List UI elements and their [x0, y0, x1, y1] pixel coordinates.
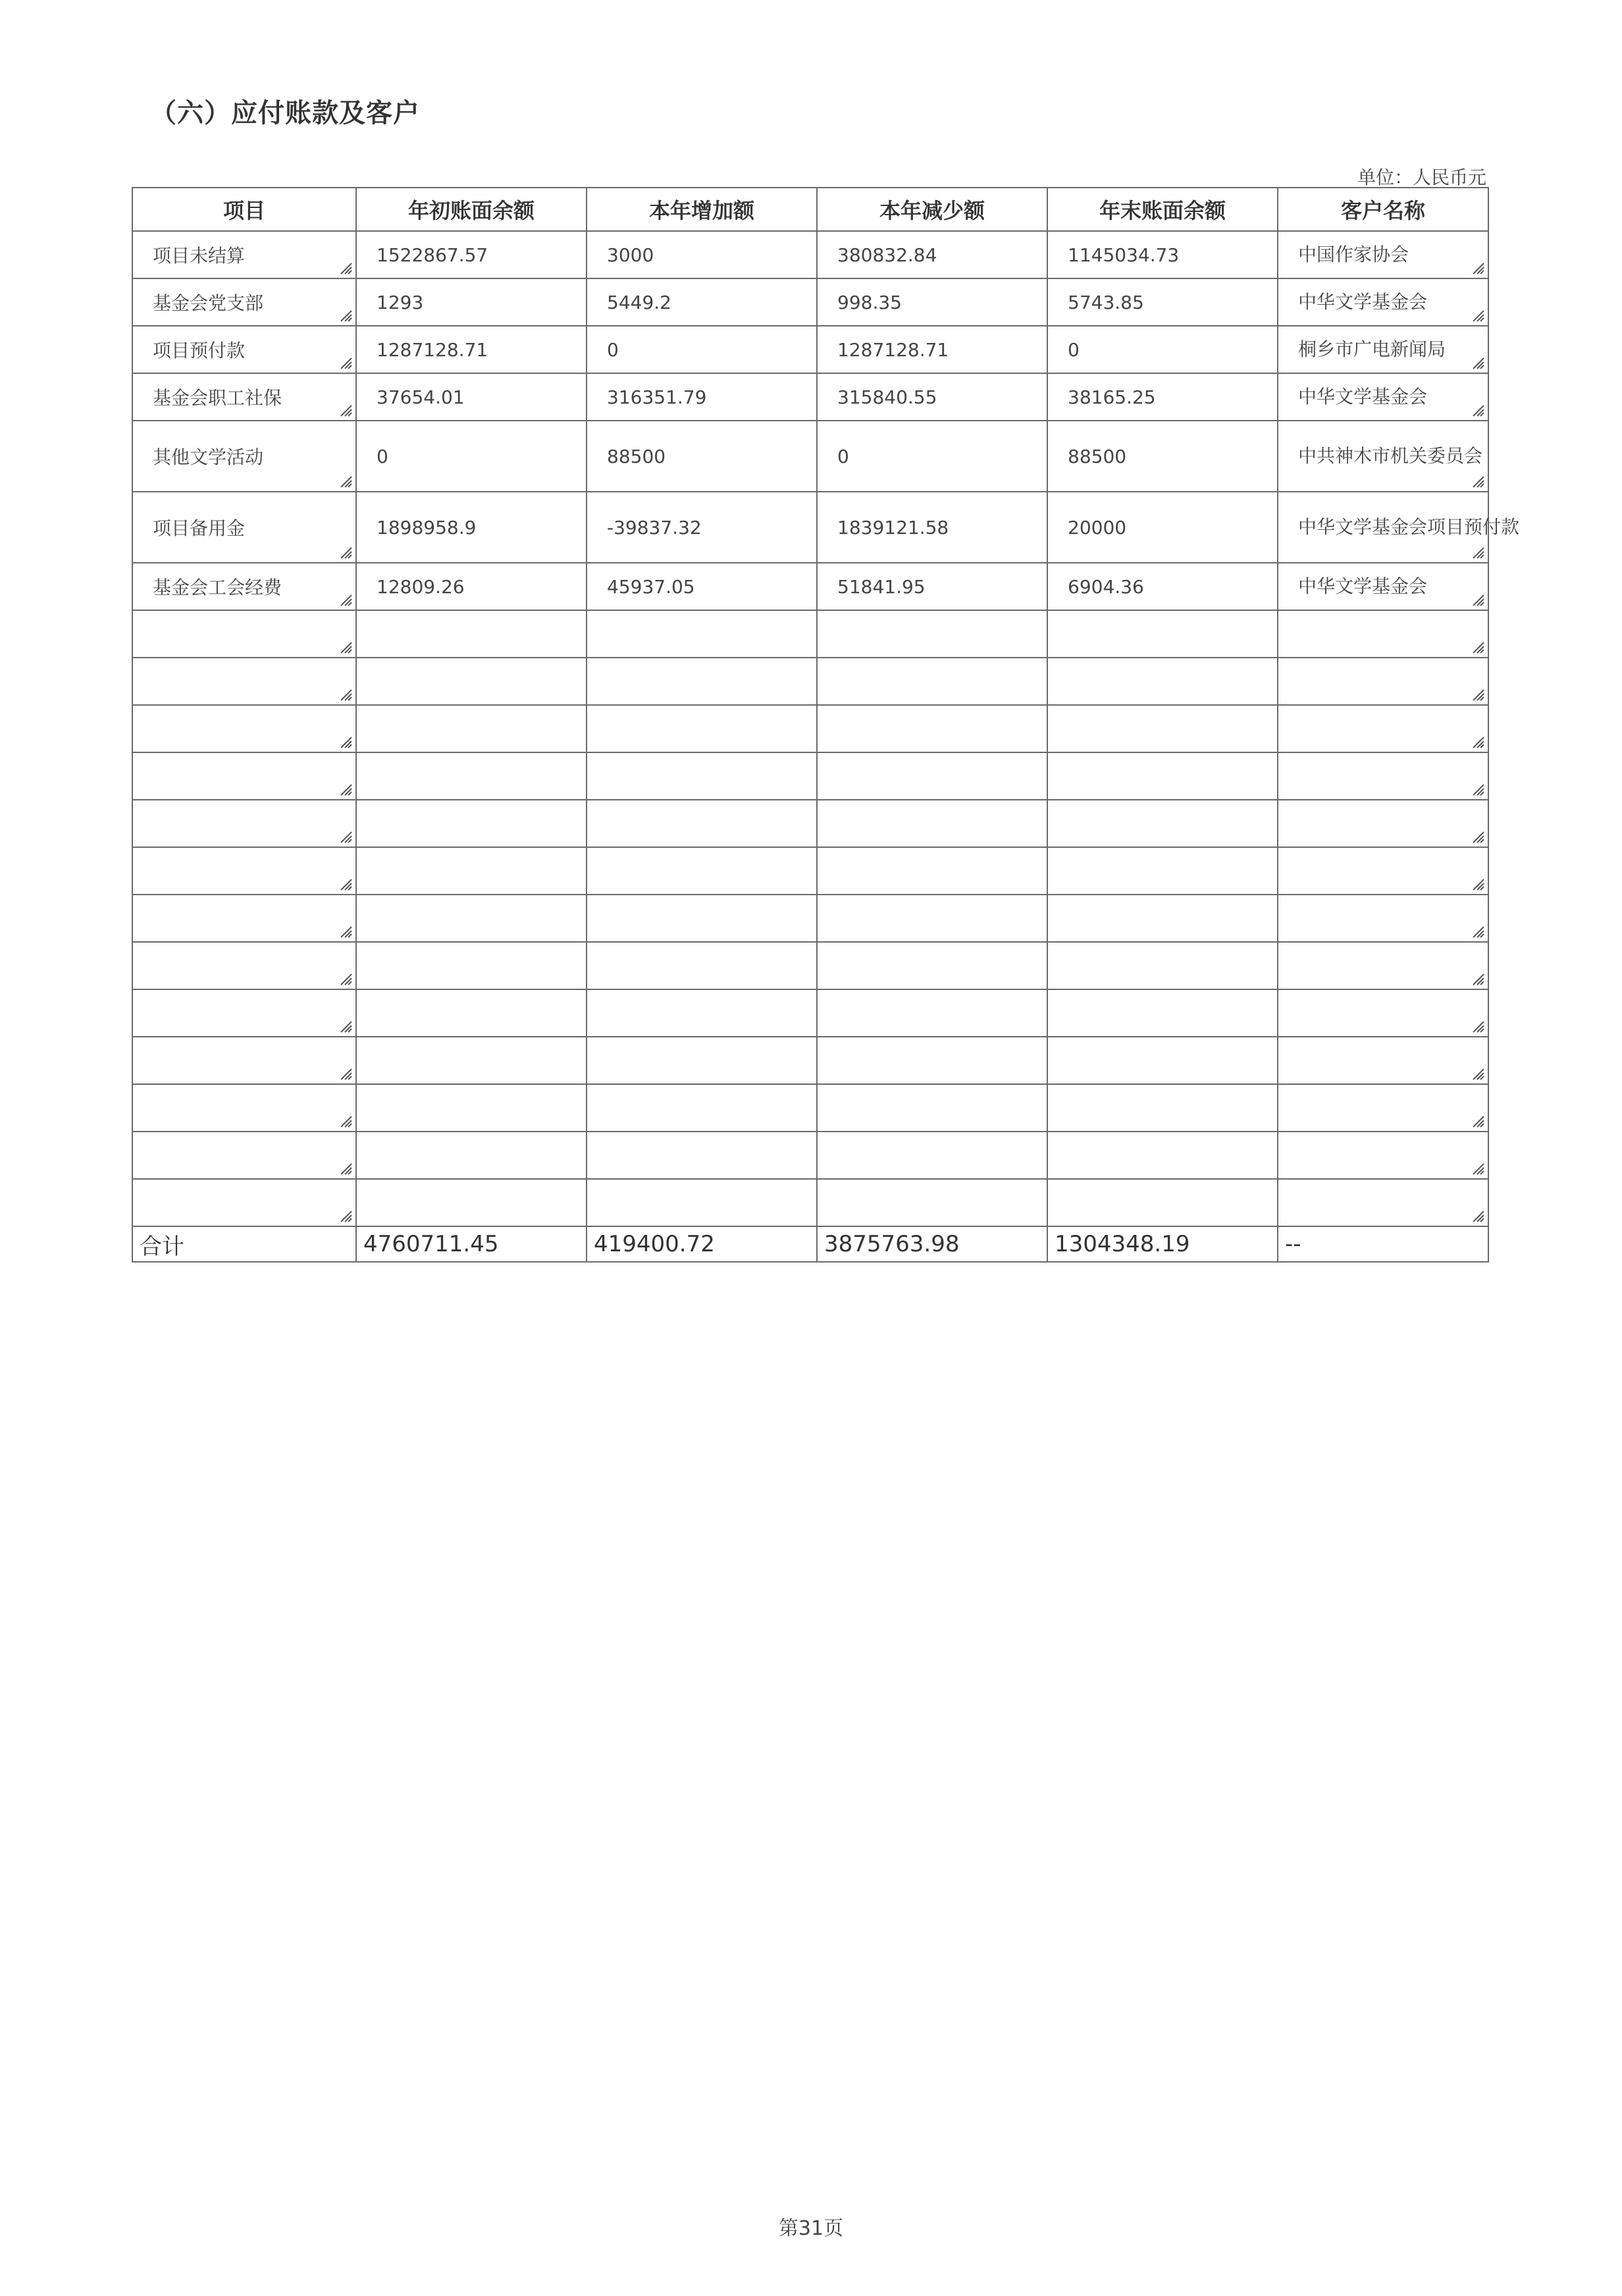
table-row — [132, 563, 1488, 610]
empty-cell-closing-balance — [1047, 658, 1278, 705]
resize-handle-icon[interactable] — [1471, 403, 1485, 417]
resize-handle-icon[interactable] — [1471, 474, 1485, 488]
resize-handle-icon[interactable] — [338, 1066, 353, 1081]
decrease-text: 1287128.71 — [837, 338, 949, 361]
empty-cell-increase — [587, 752, 817, 800]
empty-cell-decrease — [817, 1037, 1047, 1084]
empty-cell-item-name[interactable] — [132, 705, 356, 752]
resize-handle-icon[interactable] — [1471, 877, 1485, 891]
empty-cell-decrease — [817, 1084, 1047, 1132]
total-row — [132, 1226, 1488, 1262]
cell-opening-balance — [356, 278, 587, 326]
closing-balance-text: 20000 — [1068, 516, 1127, 538]
closing-balance-text: 6904.36 — [1068, 575, 1144, 598]
resize-handle-icon[interactable] — [338, 782, 353, 796]
accounts-payable-table — [132, 187, 1520, 1263]
empty-cell-decrease — [817, 1179, 1047, 1226]
resize-handle-icon[interactable] — [1471, 735, 1485, 749]
closing-balance-text: 1145034.73 — [1068, 244, 1180, 266]
resize-handle-icon[interactable] — [1471, 972, 1485, 986]
increase-text: 45937.05 — [607, 575, 695, 598]
increase-text: 88500 — [607, 445, 666, 467]
empty-cell-decrease — [817, 610, 1047, 658]
empty-cell-opening-balance — [356, 1132, 587, 1179]
empty-cell-closing-balance — [1047, 800, 1278, 847]
item-name-text: 项目预付款 — [153, 340, 246, 361]
cell-closing-balance — [1047, 563, 1278, 610]
cell-increase — [587, 278, 817, 326]
resize-handle-icon[interactable] — [338, 877, 353, 891]
empty-cell-closing-balance — [1047, 847, 1278, 895]
cell-closing-balance — [1047, 231, 1278, 278]
cell-increase — [587, 231, 817, 278]
resize-handle-icon[interactable] — [1471, 640, 1485, 654]
increase-text: 0 — [607, 338, 619, 361]
cell-opening-balance — [356, 421, 587, 492]
empty-cell-item-name[interactable] — [132, 1084, 356, 1132]
empty-cell-opening-balance — [356, 1037, 587, 1084]
opening-balance-text: 1522867.57 — [377, 244, 488, 266]
cell-item-name — [132, 421, 356, 492]
empty-cell-item-name[interactable] — [132, 847, 356, 895]
item-name-text: 基金会党支部 — [153, 292, 264, 314]
resize-handle-icon[interactable] — [338, 829, 353, 844]
cell-decrease — [817, 563, 1047, 610]
decrease-text: 998.35 — [837, 291, 902, 313]
empty-cell-opening-balance — [356, 658, 587, 705]
customer-name-text: 中共神木市机关委员会 — [1298, 445, 1483, 467]
cell-opening-balance — [356, 373, 587, 421]
resize-handle-icon[interactable] — [338, 924, 353, 939]
cell-closing-balance — [1047, 326, 1278, 373]
resize-handle-icon[interactable] — [338, 972, 353, 986]
empty-cell-customer-name[interactable] — [1278, 658, 1488, 705]
empty-cell-closing-balance — [1047, 705, 1278, 752]
empty-cell-closing-balance — [1047, 989, 1278, 1037]
resize-handle-icon[interactable] — [1471, 1066, 1485, 1081]
empty-cell-opening-balance — [356, 847, 587, 895]
closing-balance-text: 5743.85 — [1068, 291, 1144, 313]
empty-table-row — [132, 658, 1488, 705]
empty-table-row — [132, 705, 1488, 752]
resize-handle-icon[interactable] — [1471, 355, 1485, 370]
total-label: 合计 — [132, 1226, 356, 1262]
header-closing-balance: 年末账面余额 — [1047, 188, 1278, 231]
empty-cell-decrease — [817, 942, 1047, 989]
resize-handle-icon[interactable] — [338, 1114, 353, 1128]
table-row — [132, 492, 1488, 563]
empty-cell-opening-balance — [356, 610, 587, 658]
empty-cell-closing-balance — [1047, 895, 1278, 942]
table-row — [132, 421, 1488, 492]
resize-handle-icon[interactable] — [1471, 1161, 1485, 1176]
empty-cell-opening-balance — [356, 1179, 587, 1226]
resize-handle-icon[interactable] — [338, 308, 353, 323]
empty-cell-customer-name[interactable] — [1278, 1179, 1488, 1226]
cell-item-name — [132, 231, 356, 278]
empty-cell-customer-name[interactable] — [1278, 610, 1488, 658]
resize-handle-icon[interactable] — [338, 1161, 353, 1176]
cell-closing-balance — [1047, 421, 1278, 492]
empty-table-row — [132, 942, 1488, 989]
empty-cell-decrease — [817, 1132, 1047, 1179]
cell-closing-balance — [1047, 492, 1278, 563]
empty-cell-decrease — [817, 989, 1047, 1037]
customer-name-text: 中华文学基金会项目预付款 — [1298, 516, 1520, 538]
empty-cell-customer-name[interactable] — [1278, 989, 1488, 1037]
empty-cell-increase — [587, 705, 817, 752]
empty-cell-opening-balance — [356, 989, 587, 1037]
empty-cell-increase — [587, 1179, 817, 1226]
total-decrease: 3875763.98 — [817, 1226, 1047, 1262]
empty-cell-closing-balance — [1047, 1132, 1278, 1179]
empty-cell-customer-name[interactable] — [1278, 1084, 1488, 1132]
cell-customer-name — [1278, 563, 1488, 610]
empty-table-row — [132, 1132, 1488, 1179]
empty-cell-increase — [587, 895, 817, 942]
closing-balance-text: 0 — [1068, 338, 1080, 361]
opening-balance-text: 1287128.71 — [377, 338, 488, 361]
empty-cell-item-name[interactable] — [132, 989, 356, 1037]
cell-opening-balance — [356, 492, 587, 563]
empty-table-row — [132, 800, 1488, 847]
customer-name-text: 中国作家协会 — [1298, 244, 1409, 265]
resize-handle-icon[interactable] — [1471, 592, 1485, 607]
resize-handle-icon[interactable] — [338, 355, 353, 370]
empty-cell-decrease — [817, 800, 1047, 847]
resize-handle-icon[interactable] — [1471, 1019, 1485, 1033]
empty-table-row — [132, 989, 1488, 1037]
table-row — [132, 326, 1488, 373]
item-name-text: 项目备用金 — [153, 517, 246, 539]
cell-customer-name — [1278, 278, 1488, 326]
empty-cell-increase — [587, 658, 817, 705]
resize-handle-icon[interactable] — [1471, 829, 1485, 844]
cell-decrease — [817, 326, 1047, 373]
cell-increase — [587, 563, 817, 610]
cell-decrease — [817, 278, 1047, 326]
empty-cell-item-name[interactable] — [132, 800, 356, 847]
empty-cell-customer-name[interactable] — [1278, 800, 1488, 847]
unit-label: 单位：人民币元 — [1357, 167, 1486, 188]
empty-cell-decrease — [817, 847, 1047, 895]
resize-handle-icon[interactable] — [1471, 1209, 1485, 1223]
empty-table-row — [132, 847, 1488, 895]
header-customer-name: 客户名称 — [1278, 188, 1488, 231]
resize-handle-icon[interactable] — [338, 592, 353, 607]
empty-table-row — [132, 895, 1488, 942]
cell-increase — [587, 492, 817, 563]
empty-cell-increase — [587, 989, 817, 1037]
empty-table-row — [132, 610, 1488, 658]
resize-handle-icon[interactable] — [1471, 308, 1485, 323]
header-increase: 本年增加额 — [587, 188, 817, 231]
empty-cell-opening-balance — [356, 895, 587, 942]
resize-handle-icon[interactable] — [338, 403, 353, 417]
empty-cell-customer-name[interactable] — [1278, 705, 1488, 752]
item-name-text: 基金会职工社保 — [153, 387, 282, 409]
empty-cell-item-name[interactable] — [132, 1037, 356, 1084]
cell-increase — [587, 373, 817, 421]
cell-customer-name — [1278, 492, 1520, 563]
empty-cell-item-name[interactable] — [132, 895, 356, 942]
empty-cell-opening-balance — [356, 752, 587, 800]
empty-cell-increase — [587, 942, 817, 989]
empty-table-row — [132, 752, 1488, 800]
empty-cell-opening-balance — [356, 800, 587, 847]
cell-customer-name — [1278, 231, 1488, 278]
decrease-text: 51841.95 — [837, 575, 926, 598]
decrease-text: 315840.55 — [837, 386, 937, 408]
empty-cell-increase — [587, 847, 817, 895]
resize-handle-icon[interactable] — [1471, 545, 1485, 560]
total-customer-name: -- — [1278, 1226, 1488, 1262]
resize-handle-icon[interactable] — [338, 261, 353, 275]
increase-text: 316351.79 — [607, 386, 707, 408]
empty-cell-item-name[interactable] — [132, 942, 356, 989]
opening-balance-text: 0 — [377, 445, 388, 467]
header-item: 项目 — [132, 188, 356, 231]
opening-balance-text: 37654.01 — [377, 386, 465, 408]
cell-decrease — [817, 373, 1047, 421]
cell-opening-balance — [356, 231, 587, 278]
cell-item-name — [132, 278, 356, 326]
empty-cell-customer-name[interactable] — [1278, 1037, 1488, 1084]
increase-text: 3000 — [607, 244, 654, 266]
empty-cell-increase — [587, 610, 817, 658]
empty-cell-decrease — [817, 752, 1047, 800]
empty-cell-item-name[interactable] — [132, 1132, 356, 1179]
empty-cell-decrease — [817, 705, 1047, 752]
empty-cell-closing-balance — [1047, 1179, 1278, 1226]
empty-cell-closing-balance — [1047, 1037, 1278, 1084]
opening-balance-text: 1293 — [377, 291, 424, 313]
decrease-text: 1839121.58 — [837, 516, 949, 538]
resize-handle-icon[interactable] — [1471, 782, 1485, 796]
empty-cell-opening-balance — [356, 942, 587, 989]
resize-handle-icon[interactable] — [338, 735, 353, 749]
item-name-text: 其他文学活动 — [153, 446, 264, 468]
closing-balance-text: 38165.25 — [1068, 386, 1156, 408]
resize-handle-icon[interactable] — [338, 545, 353, 560]
empty-cell-customer-name[interactable] — [1278, 942, 1488, 989]
empty-cell-item-name[interactable] — [132, 1179, 356, 1226]
empty-cell-closing-balance — [1047, 752, 1278, 800]
resize-handle-icon[interactable] — [1471, 924, 1485, 939]
page-number: 第31页 — [778, 2217, 844, 2240]
cell-increase — [587, 421, 817, 492]
empty-cell-customer-name[interactable] — [1278, 847, 1488, 895]
resize-handle-icon[interactable] — [338, 1019, 353, 1033]
cell-item-name — [132, 563, 356, 610]
item-name-text: 项目未结算 — [153, 245, 246, 267]
total-increase: 419400.72 — [587, 1226, 817, 1262]
empty-cell-customer-name[interactable] — [1278, 752, 1488, 800]
empty-cell-item-name[interactable] — [132, 752, 356, 800]
empty-cell-closing-balance — [1047, 1084, 1278, 1132]
cell-decrease — [817, 231, 1047, 278]
empty-cell-item-name[interactable] — [132, 658, 356, 705]
cell-closing-balance — [1047, 278, 1278, 326]
cell-closing-balance — [1047, 373, 1278, 421]
increase-text: -39837.32 — [607, 516, 702, 538]
cell-decrease — [817, 421, 1047, 492]
empty-cell-decrease — [817, 895, 1047, 942]
item-name-text: 基金会工会经费 — [153, 577, 282, 598]
resize-handle-icon[interactable] — [1471, 261, 1485, 275]
cell-decrease — [817, 492, 1047, 563]
customer-name-text: 中华文学基金会 — [1298, 575, 1428, 597]
empty-cell-increase — [587, 1084, 817, 1132]
table-row — [132, 278, 1488, 326]
empty-cell-opening-balance — [356, 705, 587, 752]
cell-item-name — [132, 373, 356, 421]
section-title: （六）应付账款及客户 — [150, 98, 420, 128]
header-decrease: 本年减少额 — [817, 188, 1047, 231]
resize-handle-icon[interactable] — [1471, 687, 1485, 702]
increase-text: 5449.2 — [607, 291, 671, 313]
empty-cell-decrease — [817, 658, 1047, 705]
cell-item-name — [132, 326, 356, 373]
empty-cell-increase — [587, 800, 817, 847]
resize-handle-icon[interactable] — [338, 687, 353, 702]
opening-balance-text: 1898958.9 — [377, 516, 477, 538]
resize-handle-icon[interactable] — [338, 474, 353, 488]
empty-table-row — [132, 1179, 1488, 1226]
empty-cell-closing-balance — [1047, 610, 1278, 658]
decrease-text: 0 — [837, 445, 849, 467]
decrease-text: 380832.84 — [837, 244, 937, 266]
total-opening-balance: 4760711.45 — [356, 1226, 587, 1262]
empty-cell-increase — [587, 1037, 817, 1084]
resize-handle-icon[interactable] — [338, 640, 353, 654]
cell-opening-balance — [356, 326, 587, 373]
resize-handle-icon[interactable] — [1471, 1114, 1485, 1128]
empty-table-row — [132, 1084, 1488, 1132]
table-row — [132, 373, 1488, 421]
cell-customer-name — [1278, 326, 1488, 373]
header-opening-balance: 年初账面余额 — [356, 188, 587, 231]
cell-item-name — [132, 492, 356, 563]
empty-cell-customer-name[interactable] — [1278, 1132, 1488, 1179]
cell-customer-name — [1278, 373, 1488, 421]
closing-balance-text: 88500 — [1068, 445, 1127, 467]
table-header-row — [132, 188, 1488, 231]
customer-name-text: 中华文学基金会 — [1298, 386, 1428, 407]
empty-cell-customer-name[interactable] — [1278, 895, 1488, 942]
empty-table-row — [132, 1037, 1488, 1084]
cell-increase — [587, 326, 817, 373]
customer-name-text: 桐乡市广电新闻局 — [1298, 338, 1446, 360]
customer-name-text: 中华文学基金会 — [1298, 291, 1428, 313]
opening-balance-text: 12809.26 — [377, 575, 465, 598]
table-row — [132, 231, 1488, 278]
cell-opening-balance — [356, 563, 587, 610]
resize-handle-icon[interactable] — [338, 1209, 353, 1223]
empty-cell-item-name[interactable] — [132, 610, 356, 658]
empty-cell-increase — [587, 1132, 817, 1179]
empty-cell-closing-balance — [1047, 942, 1278, 989]
empty-cell-opening-balance — [356, 1084, 587, 1132]
total-closing-balance: 1304348.19 — [1047, 1226, 1278, 1262]
cell-customer-name — [1278, 421, 1488, 492]
